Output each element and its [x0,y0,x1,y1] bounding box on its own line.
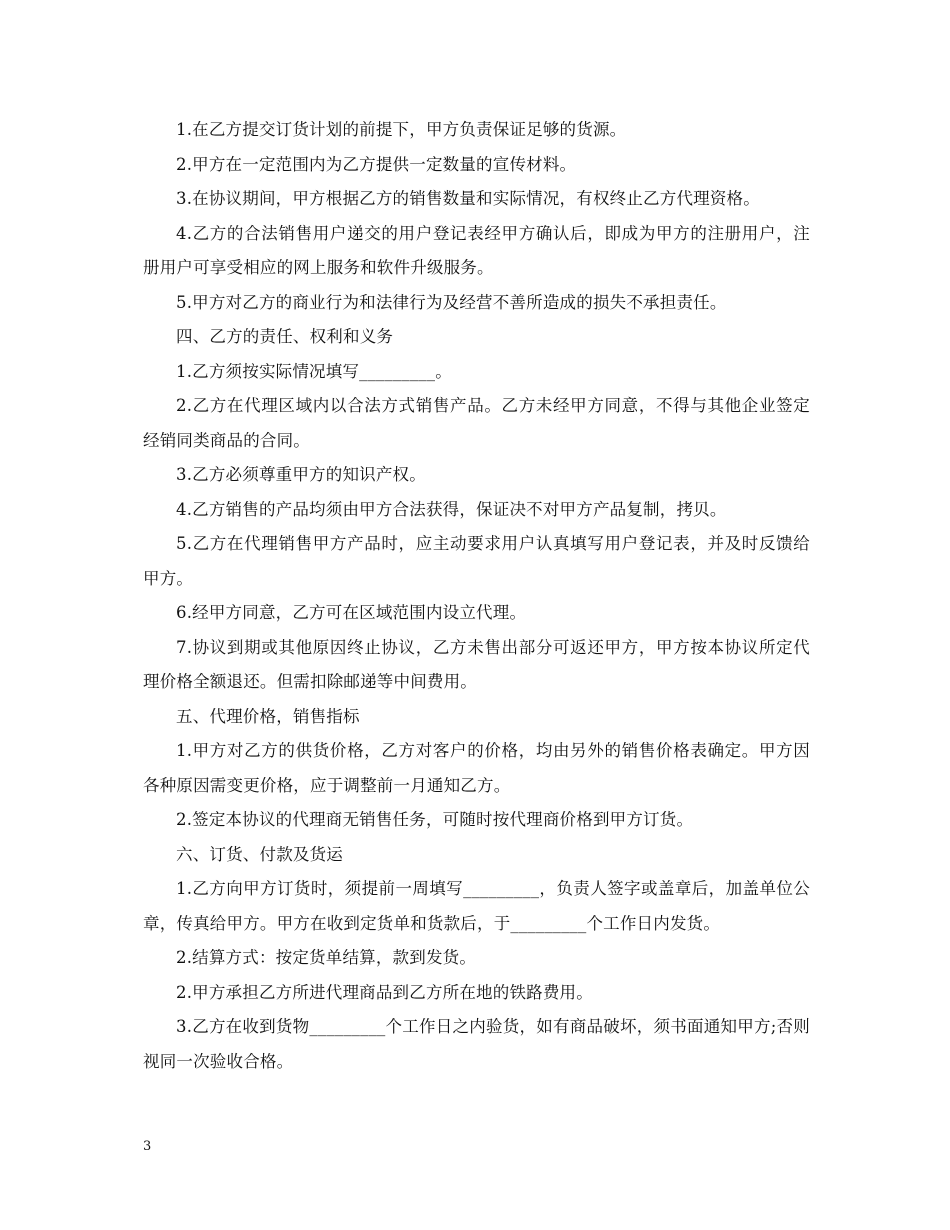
paragraph-registered-users: 4.乙方的合法销售用户递交的用户登记表经甲方确认后，即成为甲方的注册用户，注册用户可享受相应的网上服务和软件升级服务。 [143,223,810,277]
document-body [143,113,810,1079]
paragraph-order-procedure: 1.乙方向甲方订货时，须提前一周填写_________，负责人签字或盖章后，加盖单位公章，传真给甲方。甲方在收到定货单和货款后，于_________个工作日内发货。 [143,879,810,933]
paragraph-intellectual-property: 3.乙方必须尊重甲方的知识产权。 [176,465,426,484]
paragraph-settlement: 2.结算方式：按定货单结算，款到发货。 [176,948,477,967]
paragraph-price-list: 1.甲方对乙方的供货价格，乙方对客户的价格，均由另外的销售价格表确定。甲方因各种原因需变更价格，应于调整前一月通知乙方。 [143,741,810,795]
paragraph-fill-in-truthfully: 1.乙方须按实际情况填写_________。 [176,361,452,381]
paragraph-no-sales-target: 2.签定本协议的代理商无销售任务，可随时按代理商价格到甲方订货。 [176,810,694,829]
paragraph-termination-refund: 7.协议到期或其他原因终止协议，乙方未售出部分可返还甲方，甲方按本协议所定代理价格全额退还。但需扣除邮递等中间费用。 [143,637,810,691]
section-heading-pricing: 五、代理价格，销售指标 [176,706,360,726]
paragraph-terminate-agency: 3.在协议期间，甲方根据乙方的销售数量和实际情况，有权终止乙方代理资格。 [176,189,760,208]
paragraph-liability-exemption: 5.甲方对乙方的商业行为和法律行为及经营不善所造成的损失不承担责任。 [176,292,727,312]
paragraph-rail-freight: 2.甲方承担乙方所进代理商品到乙方所在地的铁路费用。 [176,982,593,1002]
paragraph-user-registration: 5.乙方在代理销售甲方产品时，应主动要求用户认真填写用户登记表，并及时反馈给甲方。 [143,534,810,588]
paragraph-goods-inspection: 3.乙方在收到货物_________个工作日之内验货，如有商品破坏，须书面通知甲方;否则视同一次验收合格。 [143,1017,810,1071]
section-heading-ordering: 六、订货、付款及货运 [176,844,343,864]
paragraph-promotional-material: 2.甲方在一定范围内为乙方提供一定数量的宣传材料。 [176,154,577,174]
page-number: 3 [143,1139,152,1154]
paragraph-sub-agents: 6.经甲方同意，乙方可在区域范围内设立代理。 [176,603,527,622]
paragraph-supply-guarantee: 1.在乙方提交订货计划的前提下，甲方负责保证足够的货源。 [176,120,627,139]
paragraph-legal-sales: 2.乙方在代理区域内以合法方式销售产品。乙方未经甲方同意，不得与其他企业签定经销同类商品的合同。 [143,396,810,450]
section-heading-party-b-duties: 四、乙方的责任、权利和义务 [176,327,394,346]
paragraph-no-copying: 4.乙方销售的产品均须由甲方合法获得，保证决不对甲方产品复制，拷贝。 [176,499,727,519]
